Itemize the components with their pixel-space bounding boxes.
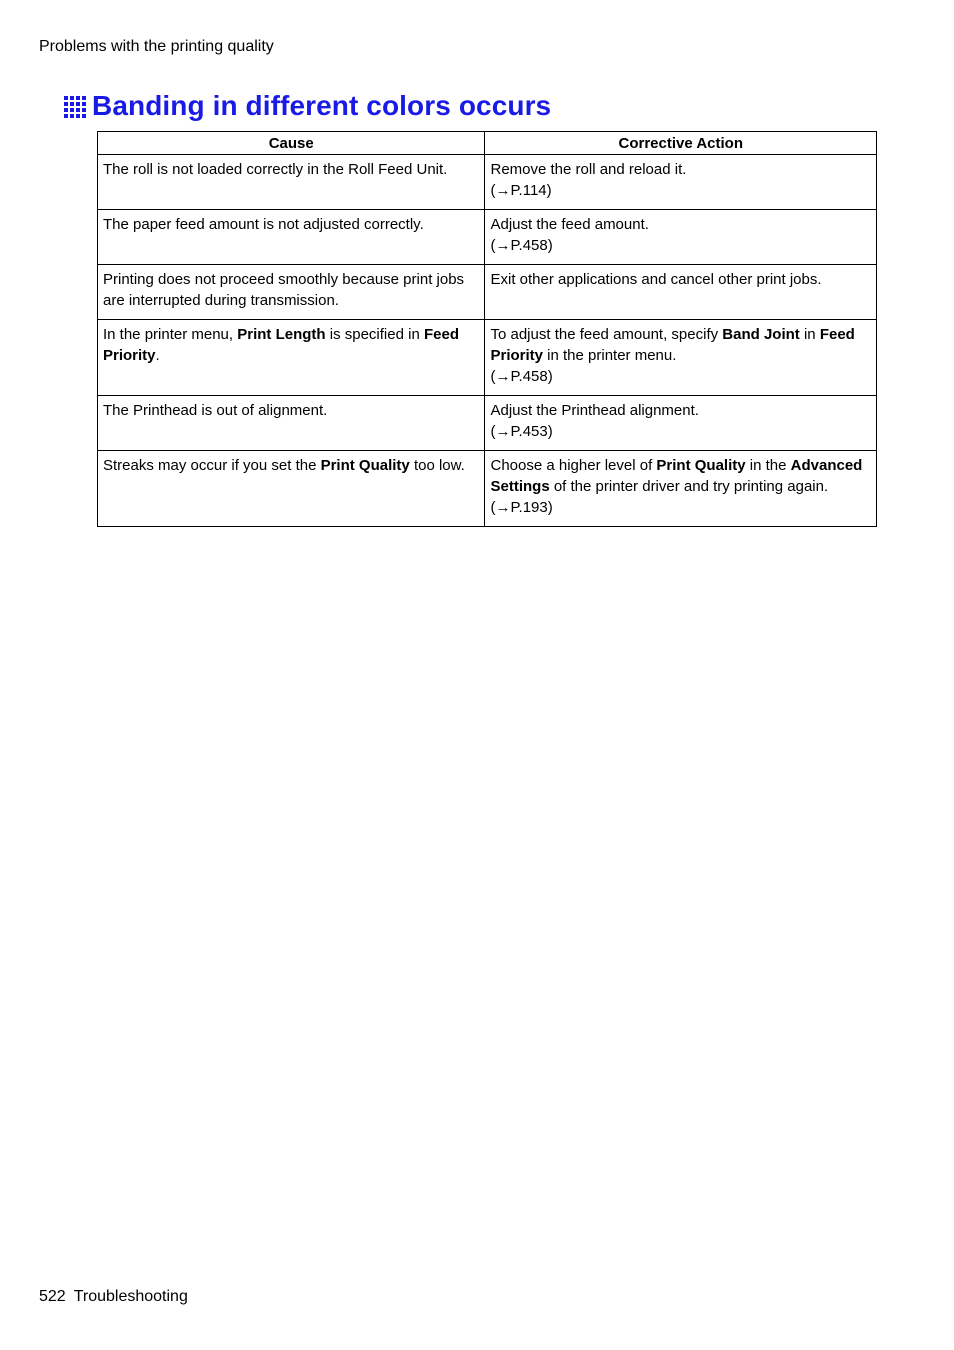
page-reference: (→P.458) xyxy=(490,237,553,254)
page-footer xyxy=(39,1287,188,1307)
action-cell xyxy=(485,451,877,527)
table-row xyxy=(98,451,877,527)
setting-name: Feed Priority xyxy=(490,326,855,364)
text-run: In the printer menu, xyxy=(103,326,238,343)
column-header-action: Corrective Action xyxy=(485,132,877,155)
column-header-cause: Cause xyxy=(98,132,485,155)
cause-text: The roll is not loaded correctly in the Roll Feed Unit. xyxy=(103,161,448,178)
cause-cell xyxy=(98,451,485,527)
table-row xyxy=(98,396,877,451)
page-reference: (→P.114) xyxy=(490,182,552,199)
text-run: . xyxy=(155,347,160,364)
text-run: Choose a higher level of xyxy=(490,457,657,474)
cause-cell xyxy=(98,210,485,265)
action-cell xyxy=(485,155,877,210)
setting-name: Band Joint xyxy=(722,326,800,343)
action-text xyxy=(490,324,871,366)
setting-name: Print Quality xyxy=(320,457,410,474)
grid-icon xyxy=(64,96,86,118)
table-row xyxy=(98,210,877,265)
page-reference: (→P.458) xyxy=(490,368,553,385)
action-text: Exit other applications and cancel other print jobs. xyxy=(490,271,822,288)
cause-text: Printing does not proceed smoothly because print jobs are interrupted during transmission. xyxy=(103,271,465,309)
setting-name: Print Length xyxy=(237,326,326,343)
footer-section: Troubleshooting xyxy=(73,1288,188,1305)
page-number: 522 xyxy=(39,1288,66,1305)
cause-text: The paper feed amount is not adjusted correctly. xyxy=(103,216,424,233)
setting-name: Print Quality xyxy=(656,457,746,474)
cause-cell xyxy=(98,396,485,451)
page-reference: (→P.193) xyxy=(490,499,553,516)
text-run: To adjust the feed amount, specify xyxy=(490,326,723,343)
cause-cell xyxy=(98,320,485,396)
setting-name: Feed Priority xyxy=(103,326,459,364)
text-run: too low. xyxy=(409,457,465,474)
section-title xyxy=(64,88,551,124)
cause-text: The Printhead is out of alignment. xyxy=(103,402,328,419)
text-run: is specified in xyxy=(325,326,424,343)
cause-cell xyxy=(98,265,485,320)
action-text: Remove the roll and reload it. xyxy=(490,161,687,178)
action-text: Adjust the feed amount. xyxy=(490,216,649,233)
action-text: Adjust the Printhead alignment. xyxy=(490,402,699,419)
text-run: in xyxy=(799,326,820,343)
setting-name: Advanced Settings xyxy=(490,457,863,495)
table-row xyxy=(98,155,877,210)
troubleshooting-table xyxy=(97,131,877,527)
cause-text xyxy=(103,326,459,364)
page-title: Banding in different colors occurs xyxy=(92,90,552,121)
cause-cell xyxy=(98,155,485,210)
action-cell xyxy=(485,265,877,320)
table-row xyxy=(98,265,877,320)
text-run: of the printer driver and try printing again. xyxy=(549,478,829,495)
cause-text xyxy=(103,457,465,474)
running-header: Problems with the printing quality xyxy=(39,38,274,55)
action-cell xyxy=(485,210,877,265)
table-header-row xyxy=(98,132,877,155)
action-text xyxy=(490,455,871,497)
action-cell xyxy=(485,396,877,451)
table-row xyxy=(98,320,877,396)
page-reference: (→P.453) xyxy=(490,423,553,440)
text-run: Streaks may occur if you set the xyxy=(103,457,321,474)
action-cell xyxy=(485,320,877,396)
text-run: in the xyxy=(745,457,791,474)
text-run: in the printer menu. xyxy=(543,347,677,364)
